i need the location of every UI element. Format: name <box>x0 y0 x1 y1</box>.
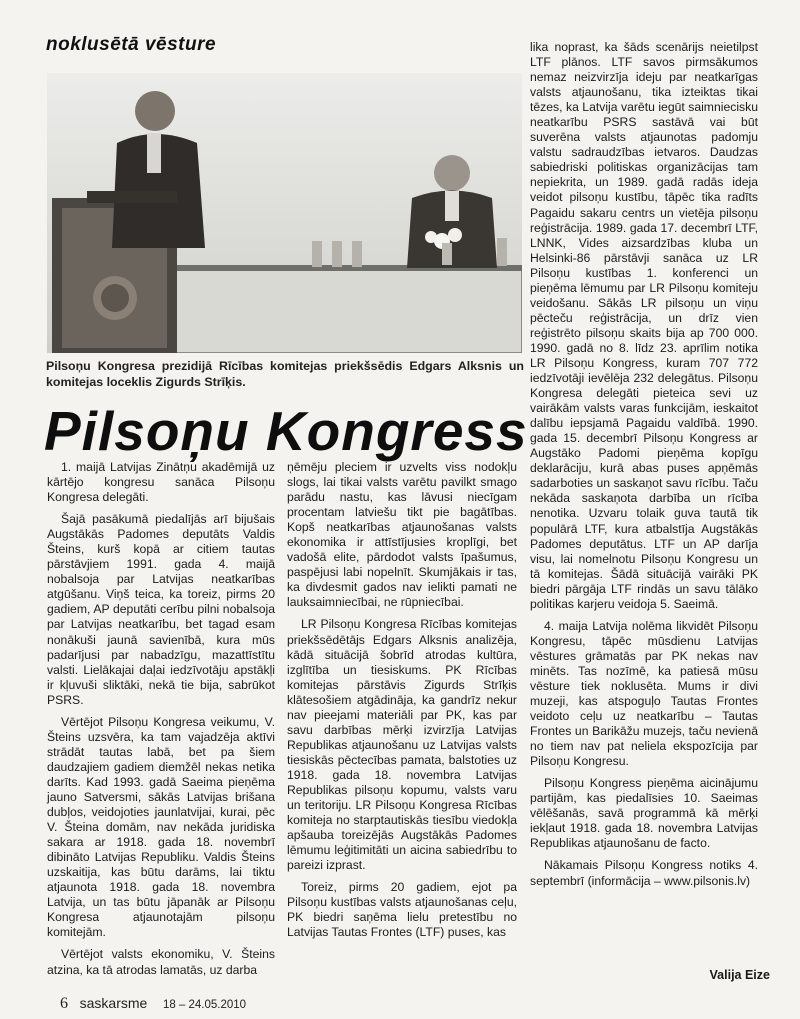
article-photo <box>47 73 522 353</box>
paragraph: Vērtējot Pilsoņu Kongresa veikumu, V. Šteins uzsvēra, ka tam vajadzēja aktīvi strādāt tautas labā, bet pa šiem daudzajiem gadiem diemžēl nekas netika darīts. Kad 1993. gadā Saeima pieņēma jauno Satversmi, sākās Latvijas brišana dubļos, veidojoties jaunlatvijai, kurai, pēc V. Šteina domām, nav nekāda juridiska sakara ar 1918. gada 18. novembrī dibināto Latvijas Republiku. Valdis Šteins uzskaitija, kas būtu darāms, lai tiktu atjaunota 1918. gada 18. novembra Latvija, un tas būtu jāpanāk ar Pilsoņu Kongresa atjaunotajām pilsoņu komitejām. <box>47 714 275 940</box>
article-column-3 <box>530 40 758 896</box>
paragraph: lika noprast, ka šāds scenārijs neietilpst LTF plānos. LTF savos pirmsākumos nemaz neizvirzīja ideju par neatkarīgas valsts atjaunošanu, tika izteiktas tikai tēzes, ka Latvija varētu iegūt saimniecisku neatkarību PSRS sastāvā vai būt suverēna valsts atjaunotas padomju valstu sadraudzības ietvaros. Daudzas sabiedriski politiskas organizācijas tam nepiekrita, un 1989. gadā radās ideja veidot pilsoņu kustību, tāpēc tika radīts Pagaidu sakaru centrs un vietēja pilsoņu reģistrācija. 1989. gada 17. decembrī LTF, LNNK, Vides aizsardzības kluba un Helsinki-86 pārstāvji sanāca uz LR Pilsoņu kustības 1. konferenci un pieņēma lēmumu par LR Pilsoņu komiteju veidošanu. Sākās LR pilsoņu un viņu pēcteču reģistrācija, un drīz vien reģistrēto pilsoņu skaits bija ap 700 000. 1990. gadā no 8. līdz 23. aprīlim notika LR Pilsoņu Kongress, kuram 707 772 iedzīvotāji ievēlēja 232 delegātus. Pilsoņu Kongresa delegāti pieteica sevi uz vairākām valsts varas funkcijām, ieskaitot dalību iepsjamā Pagaidu valdībā. 1990. gada 15. decembrī Pilsoņu Kongress ar Augstāko Padomi pieņēma kopīgu deklarāciju, kurā abas puses apņēmās sadarboties un saskaņot savu rīcību. Taču nekāda saskaņota darbība un rīcība nenotika. Uzvaru tolaik guva tautā tik populārā LTF, kura atbalstīja Augstākās Padomes deputātus. LTF un AP darīja visu, lai nomelnotu Pilsoņu Kongresu un tā komitejas. Šādā situācijā vairāki PK biedri pārgāja LTF rindās un savu tālāko politikas karjeru veidoja 5. Saeimā. <box>530 40 758 611</box>
article-column-2 <box>287 460 517 947</box>
issue-date: 18 – 24.05.2010 <box>162 999 247 1011</box>
photo-illustration <box>47 73 522 353</box>
page-number: 6 <box>60 995 68 1012</box>
photo-caption: Pilsoņu Kongresa prezidijā Rīcības komitejas priekšsēdis Edgars Alksnis un komitejas loceklis Zigurds Strīķis. <box>46 359 524 389</box>
page-footer <box>60 995 246 1013</box>
paragraph: ņēmēju pleciem ir uzvelts viss nodokļu slogs, lai tikai valsts varētu pavilkt smago parādu nastu, kas lāvusi niecīgam procentam latviešu tikt pie bagātības. Kopš neatkarības atjaunošanas valsts ekonomika ir attīstījusies kroplīgi, bet vadošā elite, pārdodot valsts īpašumus, paspējusi labi nopelnīt. Skumjākais ir tas, ka divdesmit gados nav ielikti pamati ne lauksaimniecībai, ne rūpniecībai. <box>287 460 517 610</box>
paragraph: Nākamais Pilsoņu Kongress notiks 4. septembrī (informācija – www.pilsonis.lv) <box>530 858 758 888</box>
section-label: noklusētā vēsture <box>46 34 217 55</box>
paragraph: Šajā pasākumā piedalījās arī bijušais Augstākās Padomes deputāts Valdis Šteins, kurš kopā ar citiem tautas pārstāvjiem 1991. gada 4. maijā nobalsoja par Latvijas neatkarības atgūšanu. Viņš teica, ka toreiz, pirms 20 gadiem, AP deputāti cerību pilni nobalsoja par Latvijas neatkarību, bet tagad esam nonākuši jaunā savienībā, kura mūs padarījusi par nabadzīgu, mazattīstītu valsti. Lielākajai daļai iedzīvotāju apstākļi ir kļuvuši sliktāki, nekā tie bija, sabrūkot PSRS. <box>47 512 275 707</box>
paragraph: 1. maijā Latvijas Zinātņu akadēmijā uz kārtējo kongresu sanāca Pilsoņu Kongresa delegāti. <box>47 460 275 505</box>
article-column-1 <box>47 460 275 985</box>
paragraph: 4. maija Latvija nolēma likvidēt Pilsoņu Kongresu, tāpēc mūsdienu Latvijas vēstures grāmatās par PK nekas nav minēts. Tas nozīmē, ka patiesā mūsu vēsture tiek noklusēta. Mums ir divi muzeji, kas atspoguļo Tautas Frontes veidoto ceļu uz neatkarību – Tautas Frontes un Barikāžu muzejs, taču nevienā no tiem nav pat neliela ekspozīcija par Pilsoņu Kongresu. <box>530 618 758 769</box>
author-name: Valija Eize <box>709 968 770 982</box>
publication-name: saskarsme <box>79 995 148 1011</box>
paragraph: Pilsoņu Kongress pieņēma aicinājumu partijām, kas piedalīsies 10. Saeimas vēlēšanās, savā programmā kā mērķi iekļaut 1918. gada 18. novembra Latvijas Republikas atjaunošanu de facto. <box>530 776 758 851</box>
paragraph: Toreiz, pirms 20 gadiem, ejot pa Pilsoņu kustības valsts atjaunošanas ceļu, PK biedri saņēma lielu pretestību no Latvijas Tautas Frontes (LTF) puses, kas <box>287 880 517 940</box>
paragraph: Vērtējot valsts ekonomiku, V. Šteins atzina, ka tā atrodas lamatās, uz darba <box>47 947 275 977</box>
article-headline: Pilsoņu Kongress <box>44 400 528 462</box>
paragraph: LR Pilsoņu Kongresa Rīcības komitejas priekšsēdētājs Edgars Alksnis analizēja, kādā situācijā šobrīd atrodas kultūra, izglītība un tiesiskums. PK Rīcības komitejas pārstāvis Zigurds Strīķis klātesošiem atgādināja, ka gandrīz nekur nav pieejami materiāli par PK, kas par savu darbības mērķi izvirzīja Latvijas Republikas atjaunošanu uz Latvijas valsts tiesiskās pēctecības pamata, balstoties uz 1918. gada 18. novembra Latvijas Republikas pilsoņu kopumu, valsts varu un teritoriju. LR Pilsoņu Kongresa Rīcības komiteja no starptautiskās tiesību viedokļa apšauba toreizējās Augstākās Padomes lēmumu leģitimitāti un aicina sabiedrību to pareizi izprast. <box>287 617 517 873</box>
